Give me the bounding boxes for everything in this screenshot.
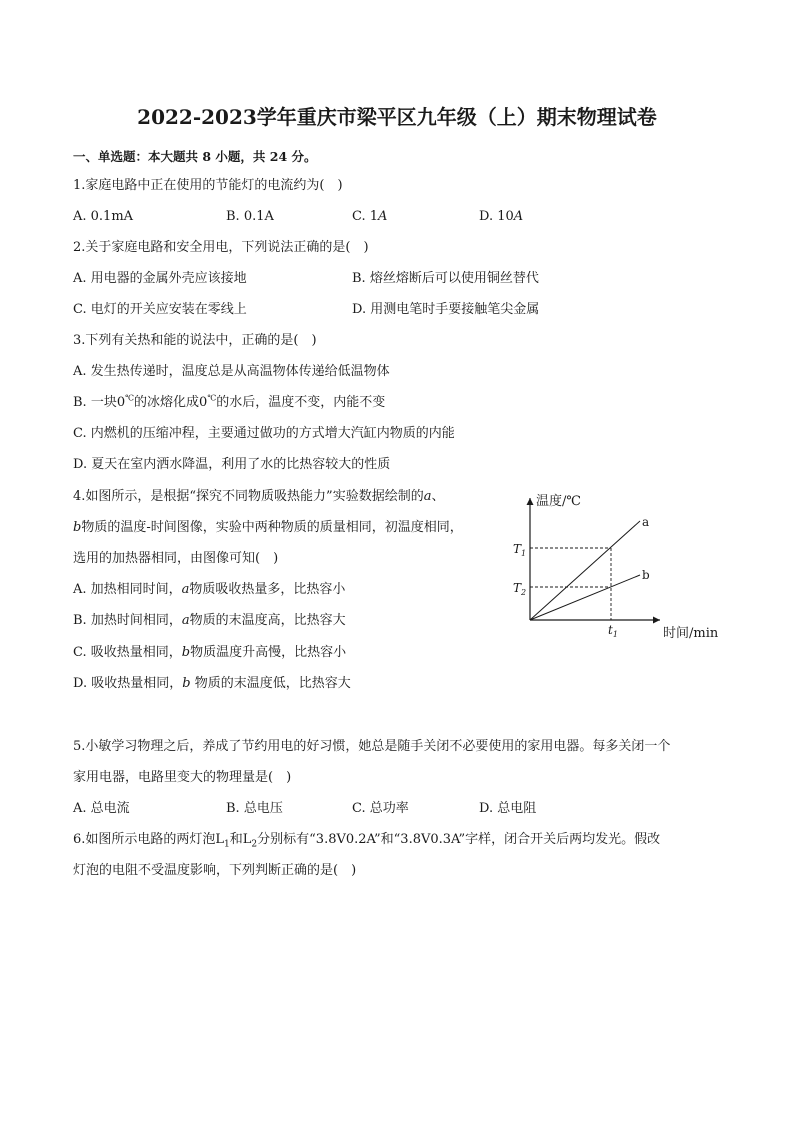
q4-option-d: D. 吸收热量相同，b 物质的末温度低，比热容大 xyxy=(73,676,351,691)
q5-stem-line2: 家用电器，电路里变大的物理量是( ) xyxy=(73,770,292,785)
q5-option-d: D. 总电阻 xyxy=(479,801,537,816)
q5-stem-line1: 5.小敏学习物理之后，养成了节约用电的好习惯，她总是随手关闭不必要使用的家用电器。每多关闭一个 xyxy=(73,739,671,754)
q2-option-d: D. 用测电笔时手要接触笔尖金属 xyxy=(352,302,540,317)
q2-option-c: C. 电灯的开关应安装在零线上 xyxy=(73,302,247,317)
q5-option-c: C. 总功率 xyxy=(352,801,409,816)
page-title: 2022-2023学年重庆市梁平区九年级（上）期末物理试卷 xyxy=(137,105,657,129)
t1-label: $t_1$ xyxy=(608,623,618,639)
line-a xyxy=(530,521,640,620)
line-b xyxy=(530,575,640,620)
q1-option-d: D. 10A xyxy=(479,209,524,224)
q5-option-b: B. 总电压 xyxy=(226,801,283,816)
y-axis-label: 温度/℃ xyxy=(536,494,581,509)
x-axis-label: 时间/min xyxy=(663,626,719,641)
q4-stem-line3: 选用的加热器相同，由图像可知( ) xyxy=(73,551,279,566)
q3-stem: 3.下列有关热和能的说法中，正确的是( ) xyxy=(73,333,317,348)
q2-option-a: A. 用电器的金属外壳应该接地 xyxy=(73,271,247,286)
T1-label: $T_1$ xyxy=(513,542,527,558)
q3-option-a: A. 发生热传递时，温度总是从高温物体传递给低温物体 xyxy=(73,364,390,379)
temperature-time-graph xyxy=(480,480,730,650)
section-heading: 一、单选题：本大题共 8 小题，共 24 分。 xyxy=(73,149,317,164)
q6-stem-line1: 6.如图所示电路的两灯泡$L_1$和$L_2$分别标有“3.8V0.2A”和“3.8V0.3A”字样，闭合开关后两均发光。假改 xyxy=(73,832,661,850)
q4-stem-line2: b物质的温度-时间图像，实验中两种物质的质量相同，初温度相同， xyxy=(73,520,463,535)
q1-option-a: A. 0.1mA xyxy=(73,209,134,224)
q4-option-c: C. 吸收热量相同，b物质温度升高慢，比热容小 xyxy=(73,645,347,660)
line-b-label: b xyxy=(642,568,650,582)
q4-option-b: B. 加热时间相同，a物质的末温度高，比热容大 xyxy=(73,613,346,628)
q1-option-c: C. 1A xyxy=(352,209,388,224)
q2-stem: 2.关于家庭电路和安全用电，下列说法正确的是( ) xyxy=(73,240,369,255)
q5-option-a: A. 总电流 xyxy=(73,801,130,816)
q3-option-b: B. 一块0℃的冰熔化成0℃的水后，温度不变，内能不变 xyxy=(73,393,386,410)
q1-option-b: B. 0.1A xyxy=(226,209,274,224)
q3-option-d: D. 夏天在室内洒水降温，利用了水的比热容较大的性质 xyxy=(73,457,391,472)
line-a-label: a xyxy=(642,515,650,529)
q4-stem-line1: 4.如图所示，是根据“探究不同物质吸热能力”实验数据绘制的a、 xyxy=(73,489,445,504)
q4-option-a: A. 加热相同时间，a物质吸收热量多，比热容小 xyxy=(73,582,346,597)
T2-label: $T_2$ xyxy=(513,581,527,597)
q2-option-b: B. 熔丝熔断后可以使用铜丝替代 xyxy=(352,271,539,286)
q1-stem: 1.家庭电路中正在使用的节能灯的电流约为( ) xyxy=(73,178,343,193)
q6-stem-line2: 灯泡的电阻不受温度影响，下列判断正确的是( ) xyxy=(73,863,357,878)
q3-option-c: C. 内燃机的压缩冲程，主要通过做功的方式增大汽缸内物质的内能 xyxy=(73,426,455,441)
